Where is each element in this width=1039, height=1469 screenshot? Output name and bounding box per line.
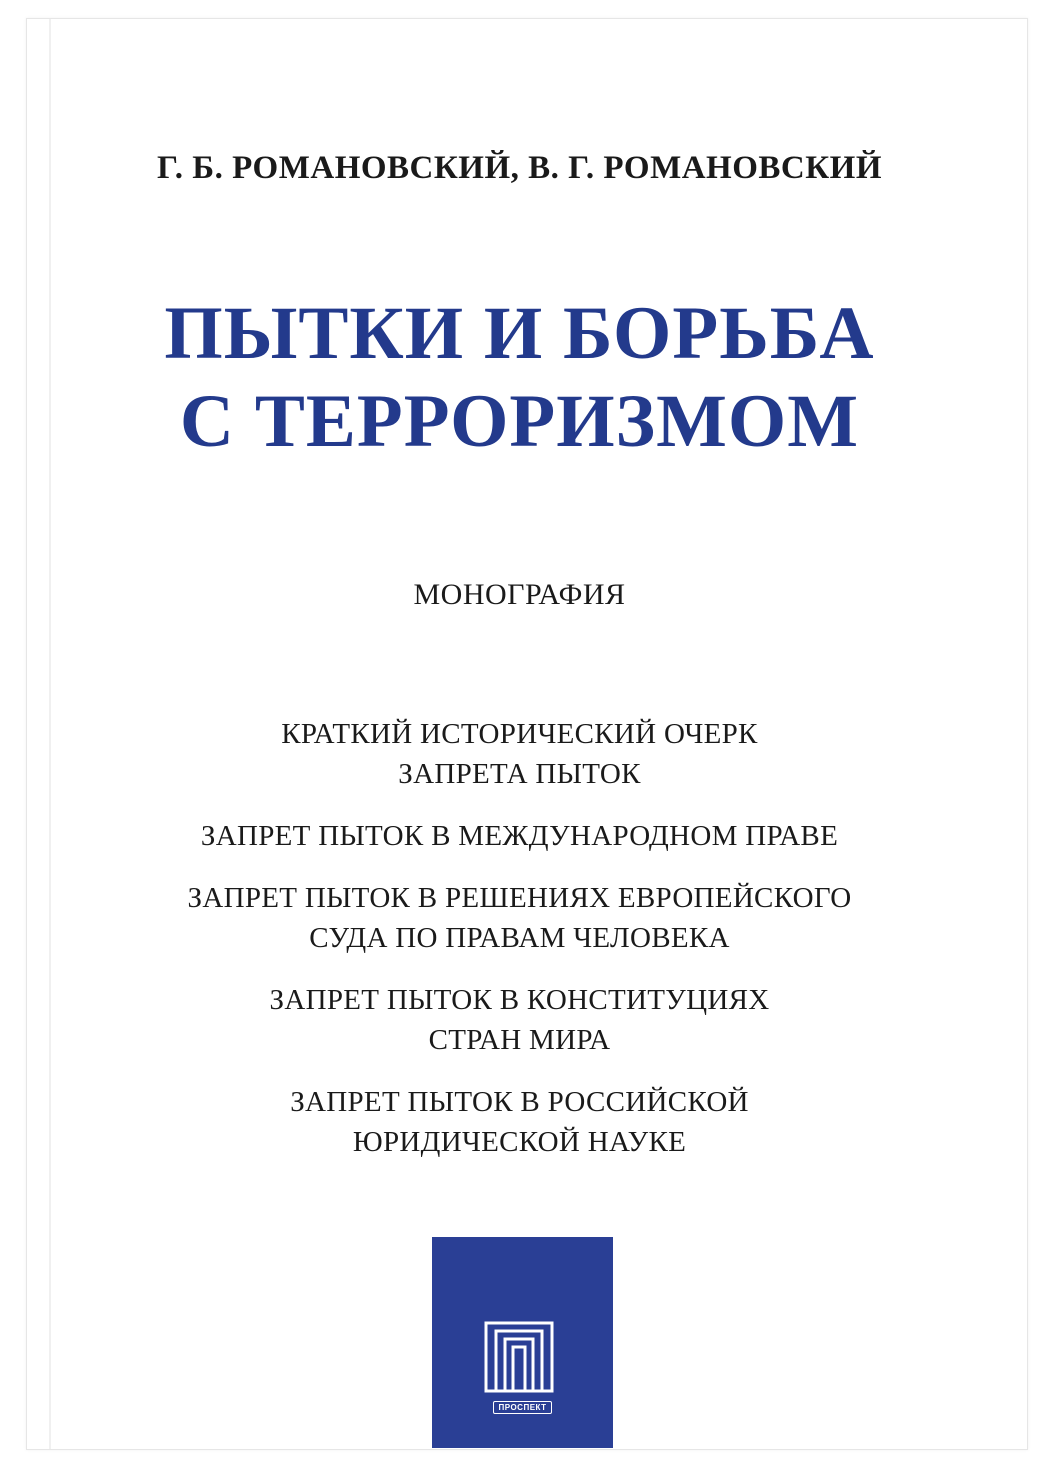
topic-line: ЮРИДИЧЕСКОЙ НАУКЕ [352, 1126, 687, 1158]
topic-line: КРАТКИЙ ИСТОРИЧЕСКИЙ ОЧЕРК [281, 718, 758, 750]
publisher-building-icon [484, 1321, 554, 1393]
book-title [0, 290, 1039, 466]
topic-line: ЗАПРЕТА ПЫТОК [398, 758, 641, 790]
book-genre: МОНОГРАФИЯ [413, 578, 626, 611]
topic-line: ЗАПРЕТ ПЫТОК В КОНСТИТУЦИЯХ [269, 984, 770, 1016]
topic-item [0, 816, 1039, 856]
publisher-name [432, 1403, 613, 1412]
topic-line: СУДА ПО ПРАВАМ ЧЕЛОВЕКА [309, 922, 730, 954]
topic-item [0, 1082, 1039, 1162]
topic-item [0, 980, 1039, 1060]
publisher-block [432, 1237, 613, 1448]
topic-line: ЗАПРЕТ ПЫТОК В РОССИЙСКОЙ [290, 1086, 749, 1118]
topic-line: СТРАН МИРА [428, 1024, 611, 1056]
publisher-name-label: ПРОСПЕКТ [493, 1401, 551, 1414]
topic-item [0, 878, 1039, 958]
topic-item [0, 714, 1039, 794]
book-title-line-1: ПЫТКИ И БОРЬБА [164, 292, 875, 375]
book-title-line-2: С ТЕРРОРИЗМОМ [179, 380, 860, 463]
topics-list [0, 714, 1039, 1184]
topic-line: ЗАПРЕТ ПЫТОК В РЕШЕНИЯХ ЕВРОПЕЙСКОГО [187, 882, 852, 914]
book-authors: Г. Б. РОМАНОВСКИЙ, В. Г. РОМАНОВСКИЙ [157, 150, 882, 186]
topic-line: ЗАПРЕТ ПЫТОК В МЕЖДУНАРОДНОМ ПРАВЕ [200, 820, 839, 852]
